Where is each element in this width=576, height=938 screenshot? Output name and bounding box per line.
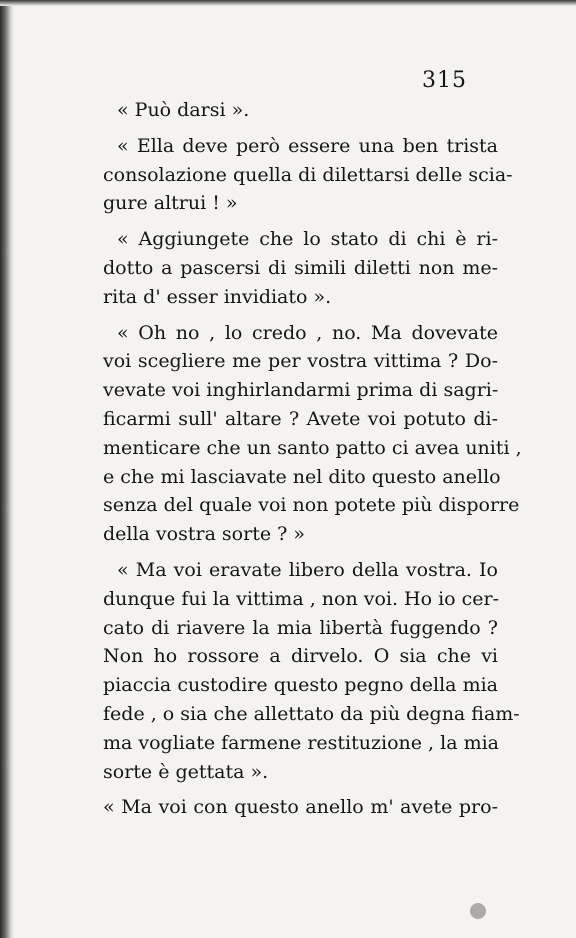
page-binding-shadow — [0, 0, 14, 938]
text-line: consolazione quella di dilettarsi delle scia- — [103, 163, 513, 186]
text-line: « Può darsi ». — [117, 99, 250, 121]
text-line: dotto a pascersi di simili diletti non me- — [103, 256, 498, 279]
text-line: « Aggiungete che lo stato di chi è ri- — [117, 228, 498, 251]
text-line: sorte è gettata ». — [103, 760, 269, 783]
text-line: « Ma voi con questo anello m' avete pro- — [103, 796, 498, 819]
text-line: « Ma voi eravate libero della vostra. Io — [117, 558, 498, 581]
text-line: menticare che un santo patto ci avea uniti , — [103, 436, 522, 459]
body-text — [103, 96, 522, 822]
text-line: « Oh no , lo credo , no. Ma dovevate — [117, 321, 498, 344]
text-line: ma vogliate farmene restituzione , la mia — [103, 731, 499, 754]
paragraph — [103, 319, 522, 549]
text-line: cato di riavere la mia libertà fuggendo ? — [103, 616, 498, 639]
paragraph — [103, 96, 498, 125]
text-line: gure altrui ! » — [103, 192, 238, 215]
page-number: 315 — [422, 68, 467, 93]
text-line: voi scegliere me per vostra vittima ? Do- — [103, 350, 498, 373]
text-line: vevate voi inghirlandarmi prima di sagri- — [103, 379, 499, 402]
text-line: fede , o sia che allettato da più degna fiam- — [103, 702, 520, 725]
ink-smudge — [470, 903, 486, 919]
paragraph — [103, 132, 513, 218]
text-line: e che mi lasciavate nel dito questo anello — [103, 465, 501, 488]
text-line: piaccia custodire questo pegno della mia — [103, 674, 498, 697]
text-line: Non ho rossore a dirvelo. O sia che vi — [103, 645, 498, 668]
text-line: « Ella deve però essere una ben trista — [117, 134, 498, 157]
text-line: senza del quale voi non potete più disporre — [103, 494, 520, 517]
text-line: della vostra sorte ? » — [103, 523, 305, 546]
paragraph — [103, 225, 498, 311]
paragraph — [103, 793, 498, 822]
page-top-shadow — [0, 0, 576, 6]
text-line: rita d' esser invidiato ». — [103, 285, 332, 308]
paragraph — [103, 556, 520, 786]
text-line: dunque fui la vittima , non voi. Ho io cer- — [103, 587, 500, 610]
text-line: ficarmi sull' altare ? Avete voi potuto di- — [103, 407, 498, 430]
